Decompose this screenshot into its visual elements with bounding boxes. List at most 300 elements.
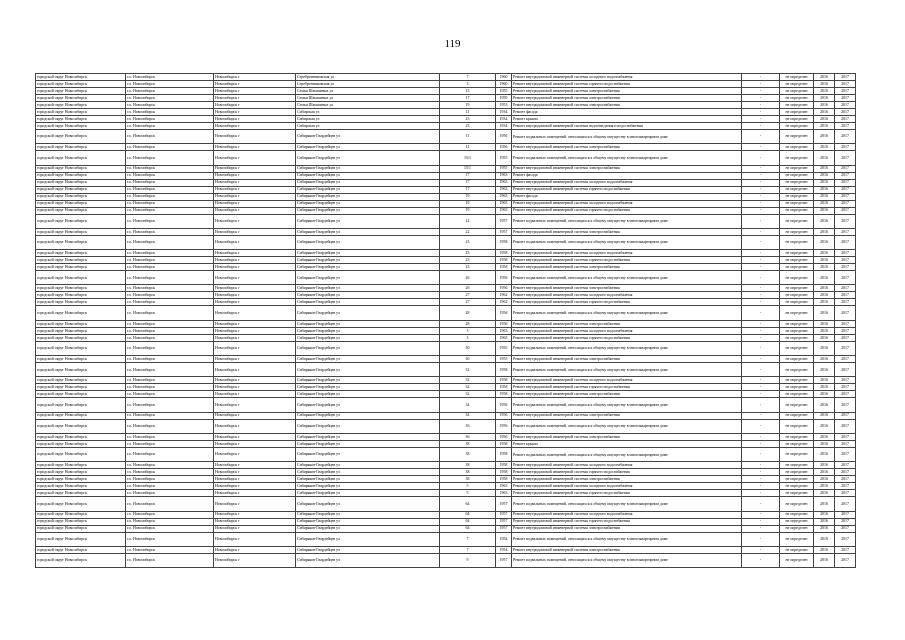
end-year-cell: 2017 <box>835 532 856 546</box>
start-cell: не определен <box>780 306 814 320</box>
year-cell: 1953 <box>496 102 512 109</box>
start-cell: не определен <box>780 214 814 228</box>
table-row <box>36 95 856 102</box>
table-row <box>36 384 856 391</box>
end-year-cell: 2017 <box>835 257 856 264</box>
year-cell: 1958 <box>496 447 512 461</box>
repair-schedule-table-wrap <box>35 73 855 568</box>
house-cell: 36 <box>440 419 496 433</box>
status-cell: - <box>742 172 780 179</box>
city-cell: г.о. Новосибирск <box>126 88 214 95</box>
work-type-cell: Ремонт внутридомовой инженерной системы горячего водоснабжения <box>512 518 742 525</box>
plan-year-cell: 2016 <box>814 165 835 172</box>
district-cell: городской округ Новосибирск <box>36 553 126 567</box>
table-row <box>36 341 856 355</box>
start-cell: не определен <box>780 165 814 172</box>
street-cell: Сибиряков-Гвардейцев ул <box>296 518 440 525</box>
district-cell: городской округ Новосибирск <box>36 483 126 490</box>
district-cell: городской округ Новосибирск <box>36 327 126 334</box>
end-year-cell: 2017 <box>835 95 856 102</box>
street-cell: Семьи Шамшиных ул <box>296 88 440 95</box>
year-cell: 1963 <box>496 193 512 200</box>
end-year-cell: 2017 <box>835 130 856 144</box>
table-row <box>36 299 856 306</box>
street-cell: Сибиряков-Гвардейцев ул <box>296 271 440 285</box>
end-year-cell: 2017 <box>835 462 856 469</box>
settlement-cell: Новосибирск г <box>214 306 296 320</box>
district-cell: городской округ Новосибирск <box>36 228 126 235</box>
city-cell: г.о. Новосибирск <box>126 116 214 123</box>
house-cell: 3 <box>440 81 496 88</box>
house-cell: 38 <box>440 440 496 447</box>
district-cell: городской округ Новосибирск <box>36 172 126 179</box>
work-type-cell: Ремонт внутридомовой инженерной системы горячего водоснабжения <box>512 186 742 193</box>
work-type-cell: Ремонт внутридомовой инженерной системы электроснабжения <box>512 264 742 271</box>
street-cell: Сибиряков-Гвардейцев ул <box>296 440 440 447</box>
year-cell: 1958 <box>496 250 512 257</box>
district-cell: городской округ Новосибирск <box>36 462 126 469</box>
city-cell: г.о. Новосибирск <box>126 497 214 511</box>
year-cell: 1958 <box>496 264 512 271</box>
table-row <box>36 356 856 363</box>
house-cell: 64 <box>440 518 496 525</box>
start-cell: не определен <box>780 447 814 461</box>
city-cell: г.о. Новосибирск <box>126 412 214 419</box>
table-row <box>36 102 856 109</box>
city-cell: г.о. Новосибирск <box>126 257 214 264</box>
year-cell: 1956 <box>496 419 512 433</box>
city-cell: г.о. Новосибирск <box>126 476 214 483</box>
house-cell: 11 <box>440 130 496 144</box>
plan-year-cell: 2016 <box>814 483 835 490</box>
settlement-cell: Новосибирск г <box>214 462 296 469</box>
work-type-cell: Ремонт подвальных помещений, относящихся к общему имуществу в многоквартирном доме <box>512 363 742 377</box>
end-year-cell: 2017 <box>835 525 856 532</box>
year-cell: 1934 <box>496 116 512 123</box>
work-type-cell: Ремонт крыши <box>512 116 742 123</box>
settlement-cell: Новосибирск г <box>214 546 296 553</box>
status-cell: - <box>742 151 780 165</box>
table-row <box>36 193 856 200</box>
street-cell: Сибиряков-Гвардейцев ул <box>296 511 440 518</box>
table-row <box>36 74 856 81</box>
district-cell: городской округ Новосибирск <box>36 306 126 320</box>
plan-year-cell: 2016 <box>814 271 835 285</box>
settlement-cell: Новосибирск г <box>214 179 296 186</box>
settlement-cell: Новосибирск г <box>214 412 296 419</box>
plan-year-cell: 2016 <box>814 74 835 81</box>
plan-year-cell: 2016 <box>814 334 835 341</box>
table-row <box>36 462 856 469</box>
status-cell: - <box>742 440 780 447</box>
street-cell: Сибиряков-Гвардейцев ул <box>296 193 440 200</box>
district-cell: городской округ Новосибирск <box>36 81 126 88</box>
city-cell: г.о. Новосибирск <box>126 130 214 144</box>
work-type-cell: Ремонт внутридомовой инженерной системы горячего водоснабжения <box>512 490 742 497</box>
street-cell: Серебренниковская ул <box>296 81 440 88</box>
end-year-cell: 2017 <box>835 334 856 341</box>
city-cell: г.о. Новосибирск <box>126 179 214 186</box>
work-type-cell: Ремонт подвальных помещений, относящихся к общему имуществу в многоквартирном доме <box>512 398 742 412</box>
table-row <box>36 525 856 532</box>
end-year-cell: 2017 <box>835 341 856 355</box>
status-cell: - <box>742 116 780 123</box>
status-cell: - <box>742 483 780 490</box>
work-type-cell: Ремонт внутридомовой инженерной системы электроснабжения <box>512 391 742 398</box>
start-cell: не определен <box>780 264 814 271</box>
house-cell: 9 <box>440 553 496 567</box>
status-cell: - <box>742 292 780 299</box>
district-cell: городской округ Новосибирск <box>36 398 126 412</box>
settlement-cell: Новосибирск г <box>214 377 296 384</box>
start-cell: не определен <box>780 419 814 433</box>
work-type-cell: Ремонт внутридомовой инженерной системы холодного водоснабжения <box>512 250 742 257</box>
settlement-cell: Новосибирск г <box>214 490 296 497</box>
end-year-cell: 2017 <box>835 440 856 447</box>
house-cell: 15/1 <box>440 165 496 172</box>
settlement-cell: Новосибирск г <box>214 433 296 440</box>
end-year-cell: 2017 <box>835 553 856 567</box>
start-cell: не определен <box>780 433 814 440</box>
table-row <box>36 228 856 235</box>
city-cell: г.о. Новосибирск <box>126 419 214 433</box>
end-year-cell: 2017 <box>835 419 856 433</box>
street-cell: Сибиряков-Гвардейцев ул <box>296 363 440 377</box>
page-number: 119 <box>444 38 461 50</box>
start-cell: не определен <box>780 88 814 95</box>
end-year-cell: 2017 <box>835 116 856 123</box>
end-year-cell: 2017 <box>835 81 856 88</box>
work-type-cell: Ремонт внутридомовой инженерной системы холодного водоснабжения <box>512 483 742 490</box>
district-cell: городской округ Новосибирск <box>36 433 126 440</box>
house-cell: 27 <box>440 299 496 306</box>
city-cell: г.о. Новосибирск <box>126 469 214 476</box>
house-cell: 17 <box>440 172 496 179</box>
house-cell: 22 <box>440 228 496 235</box>
house-cell: 34 <box>440 398 496 412</box>
house-cell: 19 <box>440 200 496 207</box>
city-cell: г.о. Новосибирск <box>126 165 214 172</box>
start-cell: не определен <box>780 257 814 264</box>
table-row <box>36 483 856 490</box>
work-type-cell: Ремонт внутридомовой инженерной системы горячего водоснабжения <box>512 207 742 214</box>
district-cell: городской округ Новосибирск <box>36 207 126 214</box>
district-cell: городской округ Новосибирск <box>36 292 126 299</box>
end-year-cell: 2017 <box>835 433 856 440</box>
end-year-cell: 2017 <box>835 144 856 151</box>
start-cell: не определен <box>780 292 814 299</box>
plan-year-cell: 2016 <box>814 412 835 419</box>
status-cell: - <box>742 490 780 497</box>
year-cell: 1957 <box>496 518 512 525</box>
table-row <box>36 363 856 377</box>
house-cell: 36 <box>440 433 496 440</box>
status-cell: - <box>742 81 780 88</box>
year-cell: 1963 <box>496 327 512 334</box>
district-cell: городской округ Новосибирск <box>36 341 126 355</box>
district-cell: городской округ Новосибирск <box>36 497 126 511</box>
end-year-cell: 2017 <box>835 285 856 292</box>
end-year-cell: 2017 <box>835 377 856 384</box>
district-cell: городской округ Новосибирск <box>36 476 126 483</box>
year-cell: 1958 <box>496 462 512 469</box>
year-cell: 1956 <box>496 412 512 419</box>
table-row <box>36 250 856 257</box>
table-row <box>36 292 856 299</box>
table-row <box>36 186 856 193</box>
settlement-cell: Новосибирск г <box>214 88 296 95</box>
district-cell: городской округ Новосибирск <box>36 377 126 384</box>
work-type-cell: Ремонт внутридомовой инженерной системы электроснабжения <box>512 144 742 151</box>
year-cell: 1960 <box>496 74 512 81</box>
house-cell: 32 <box>440 391 496 398</box>
district-cell: городской округ Новосибирск <box>36 384 126 391</box>
table-row <box>36 271 856 285</box>
work-type-cell: Ремонт внутридомовой инженерной системы холодного водоснабжения <box>512 179 742 186</box>
plan-year-cell: 2016 <box>814 490 835 497</box>
table-row <box>36 257 856 264</box>
city-cell: г.о. Новосибирск <box>126 250 214 257</box>
year-cell: 1934 <box>496 109 512 116</box>
district-cell: городской округ Новосибирск <box>36 151 126 165</box>
district-cell: городской округ Новосибирск <box>36 440 126 447</box>
settlement-cell: Новосибирск г <box>214 214 296 228</box>
plan-year-cell: 2016 <box>814 320 835 327</box>
house-cell: 28 <box>440 306 496 320</box>
plan-year-cell: 2016 <box>814 419 835 433</box>
work-type-cell: Ремонт внутридомовой инженерной системы электроснабжения <box>512 285 742 292</box>
year-cell: 1954 <box>496 546 512 553</box>
work-type-cell: Ремонт внутридомовой инженерной системы электроснабжения <box>512 356 742 363</box>
street-cell: Сибиряков-Гвардейцев ул <box>296 525 440 532</box>
district-cell: городской округ Новосибирск <box>36 285 126 292</box>
house-cell: 15/1 <box>440 151 496 165</box>
end-year-cell: 2017 <box>835 546 856 553</box>
table-row <box>36 532 856 546</box>
plan-year-cell: 2016 <box>814 341 835 355</box>
repair-schedule-table <box>35 73 856 568</box>
status-cell: - <box>742 264 780 271</box>
table-row <box>36 116 856 123</box>
house-cell: 5 <box>440 490 496 497</box>
street-cell: Сибиряков-Гвардейцев ул <box>296 532 440 546</box>
table-row <box>36 151 856 165</box>
district-cell: городской округ Новосибирск <box>36 356 126 363</box>
table-row <box>36 497 856 511</box>
status-cell: - <box>742 518 780 525</box>
settlement-cell: Новосибирск г <box>214 356 296 363</box>
street-cell: Сибиряков-Гвардейцев ул <box>296 490 440 497</box>
city-cell: г.о. Новосибирск <box>126 341 214 355</box>
city-cell: г.о. Новосибирск <box>126 123 214 130</box>
year-cell: 1958 <box>496 391 512 398</box>
district-cell: городской округ Новосибирск <box>36 109 126 116</box>
end-year-cell: 2017 <box>835 235 856 249</box>
table-row <box>36 546 856 553</box>
plan-year-cell: 2016 <box>814 476 835 483</box>
table-row <box>36 511 856 518</box>
year-cell: 1956 <box>496 130 512 144</box>
city-cell: г.о. Новосибирск <box>126 186 214 193</box>
start-cell: не определен <box>780 207 814 214</box>
start-cell: не определен <box>780 95 814 102</box>
start-cell: не определен <box>780 525 814 532</box>
plan-year-cell: 2016 <box>814 179 835 186</box>
house-cell: 34 <box>440 412 496 419</box>
year-cell: 1956 <box>496 320 512 327</box>
end-year-cell: 2017 <box>835 511 856 518</box>
district-cell: городской округ Новосибирск <box>36 490 126 497</box>
table-row <box>36 264 856 271</box>
street-cell: Сибиряков-Гвардейцев ул <box>296 165 440 172</box>
start-cell: не определен <box>780 271 814 285</box>
year-cell: 1963 <box>496 207 512 214</box>
street-cell: Сибиряков-Гвардейцев ул <box>296 264 440 271</box>
end-year-cell: 2017 <box>835 74 856 81</box>
street-cell: Сибиряков-Гвардейцев ул <box>296 341 440 355</box>
plan-year-cell: 2016 <box>814 102 835 109</box>
house-cell: 7 <box>440 74 496 81</box>
status-cell: - <box>742 377 780 384</box>
city-cell: г.о. Новосибирск <box>126 546 214 553</box>
status-cell: - <box>742 88 780 95</box>
house-cell: 32 <box>440 377 496 384</box>
start-cell: не определен <box>780 200 814 207</box>
house-cell: 5 <box>440 483 496 490</box>
city-cell: г.о. Новосибирск <box>126 490 214 497</box>
table-row <box>36 327 856 334</box>
settlement-cell: Новосибирск г <box>214 235 296 249</box>
district-cell: городской округ Новосибирск <box>36 250 126 257</box>
status-cell: - <box>742 447 780 461</box>
table-row <box>36 235 856 249</box>
table-row <box>36 553 856 567</box>
city-cell: г.о. Новосибирск <box>126 292 214 299</box>
street-cell: Сибиряков-Гвардейцев ул <box>296 433 440 440</box>
settlement-cell: Новосибирск г <box>214 228 296 235</box>
city-cell: г.о. Новосибирск <box>126 518 214 525</box>
status-cell: - <box>742 356 780 363</box>
city-cell: г.о. Новосибирск <box>126 95 214 102</box>
street-cell: Сибиряков-Гвардейцев ул <box>296 469 440 476</box>
end-year-cell: 2017 <box>835 271 856 285</box>
end-year-cell: 2017 <box>835 469 856 476</box>
end-year-cell: 2017 <box>835 250 856 257</box>
work-type-cell: Ремонт внутридомовой инженерной системы горячего водоснабжения <box>512 334 742 341</box>
house-cell: 23 <box>440 235 496 249</box>
house-cell: 38 <box>440 476 496 483</box>
work-type-cell: Ремонт подвальных помещений, относящихся к общему имуществу в многоквартирном доме <box>512 419 742 433</box>
end-year-cell: 2017 <box>835 292 856 299</box>
status-cell: - <box>742 193 780 200</box>
start-cell: не определен <box>780 553 814 567</box>
street-cell: Серебренниковская ул <box>296 74 440 81</box>
status-cell: - <box>742 109 780 116</box>
plan-year-cell: 2016 <box>814 235 835 249</box>
city-cell: г.о. Новосибирск <box>126 391 214 398</box>
plan-year-cell: 2016 <box>814 447 835 461</box>
street-cell: Сибиряков-Гвардейцев ул <box>296 356 440 363</box>
year-cell: 1962 <box>496 299 512 306</box>
settlement-cell: Новосибирск г <box>214 334 296 341</box>
start-cell: не определен <box>780 130 814 144</box>
city-cell: г.о. Новосибирск <box>126 81 214 88</box>
house-cell: 27 <box>440 292 496 299</box>
work-type-cell: Ремонт внутридомовой инженерной системы горячего водоснабжения <box>512 469 742 476</box>
city-cell: г.о. Новосибирск <box>126 200 214 207</box>
start-cell: не определен <box>780 109 814 116</box>
house-cell: 7 <box>440 546 496 553</box>
district-cell: городской округ Новосибирск <box>36 179 126 186</box>
settlement-cell: Новосибирск г <box>214 398 296 412</box>
year-cell: 1955 <box>496 165 512 172</box>
house-cell: 17 <box>440 95 496 102</box>
city-cell: г.о. Новосибирск <box>126 532 214 546</box>
city-cell: г.о. Новосибирск <box>126 193 214 200</box>
year-cell: 1957 <box>496 553 512 567</box>
settlement-cell: Новосибирск г <box>214 186 296 193</box>
settlement-cell: Новосибирск г <box>214 144 296 151</box>
settlement-cell: Новосибирск г <box>214 391 296 398</box>
city-cell: г.о. Новосибирск <box>126 151 214 165</box>
work-type-cell: Ремонт подвальных помещений, относящихся к общему имуществу в многоквартирном доме <box>512 532 742 546</box>
district-cell: городской округ Новосибирск <box>36 391 126 398</box>
work-type-cell: Ремонт внутридомовой инженерной системы электроснабжения <box>512 476 742 483</box>
house-cell: 28 <box>440 320 496 327</box>
start-cell: не определен <box>780 476 814 483</box>
settlement-cell: Новосибирск г <box>214 497 296 511</box>
street-cell: Сибиряков-Гвардейцев ул <box>296 334 440 341</box>
plan-year-cell: 2016 <box>814 151 835 165</box>
city-cell: г.о. Новосибирск <box>126 228 214 235</box>
plan-year-cell: 2016 <box>814 440 835 447</box>
street-cell: Сибиряков-Гвардейцев ул <box>296 447 440 461</box>
work-type-cell: Ремонт подвальных помещений, относящихся к общему имуществу в многоквартирном доме <box>512 497 742 511</box>
city-cell: г.о. Новосибирск <box>126 109 214 116</box>
end-year-cell: 2017 <box>835 518 856 525</box>
city-cell: г.о. Новосибирск <box>126 363 214 377</box>
plan-year-cell: 2016 <box>814 95 835 102</box>
plan-year-cell: 2016 <box>814 109 835 116</box>
district-cell: городской округ Новосибирск <box>36 95 126 102</box>
city-cell: г.о. Новосибирск <box>126 462 214 469</box>
year-cell: 1963 <box>496 172 512 179</box>
work-type-cell: Ремонт внутридомовой инженерной системы холодного водоснабжения <box>512 200 742 207</box>
work-type-cell: Ремонт внутридомовой инженерной системы горячего водоснабжения <box>512 81 742 88</box>
table-row <box>36 285 856 292</box>
plan-year-cell: 2016 <box>814 292 835 299</box>
start-cell: не определен <box>780 81 814 88</box>
plan-year-cell: 2016 <box>814 462 835 469</box>
district-cell: городской округ Новосибирск <box>36 235 126 249</box>
year-cell: 1963 <box>496 483 512 490</box>
street-cell: Семьи Шамшиных ул <box>296 95 440 102</box>
house-cell: 32 <box>440 384 496 391</box>
start-cell: не определен <box>780 193 814 200</box>
district-cell: городской округ Новосибирск <box>36 511 126 518</box>
city-cell: г.о. Новосибирск <box>126 207 214 214</box>
house-cell: 30 <box>440 356 496 363</box>
city-cell: г.о. Новосибирск <box>126 271 214 285</box>
city-cell: г.о. Новосибирск <box>126 356 214 363</box>
status-cell: - <box>742 95 780 102</box>
street-cell: Сибиряков-Гвардейцев ул <box>296 172 440 179</box>
status-cell: - <box>742 334 780 341</box>
district-cell: городской округ Новосибирск <box>36 271 126 285</box>
work-type-cell: Ремонт внутридомовой инженерной системы горячего водоснабжения <box>512 299 742 306</box>
house-cell: 22 <box>440 214 496 228</box>
end-year-cell: 2017 <box>835 264 856 271</box>
